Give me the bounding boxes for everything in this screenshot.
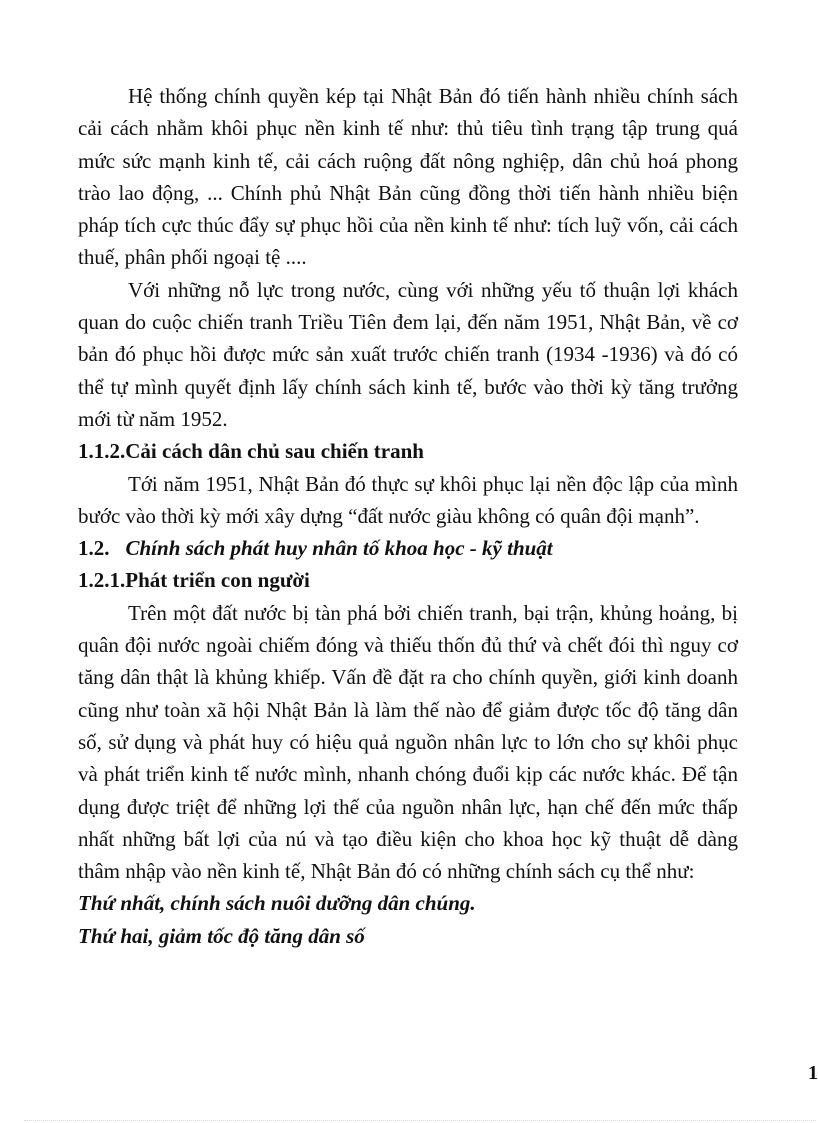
paragraph-recovery: Với những nỗ lực trong nước, cùng với những yếu tố thuận lợi khách quan do cuộc chiến tranh Triều Tiên đem lại, đến năm 1951, Nhật Bản, về cơ bản đó phục hồi được mức sản xuất trước chiến tranh (1934 -1936) và đó có thể tự mình quyết định lấy chính sách kinh tế, bước vào thời kỳ tăng trưởng mới từ năm 1952. xyxy=(78,277,738,431)
emphasis-second: Thứ hai, giảm tốc độ tăng dân số xyxy=(78,923,365,948)
paragraph-policies: Hệ thống chính quyền kép tại Nhật Bản đó tiến hành nhiều chính sách cải cách nhằm khôi phục nền kinh tế như: thủ tiêu tình trạng tập trung quá mức sức mạnh kinh tế, cải cách ruộng đất nông nghiệp, dân chủ hoá phong trào lao động, ... Chính phủ Nhật Bản cũng đồng thời tiến hành nhiều biện pháp tích cực thúc đẩy sự phục hồi của nền kinh tế như: tích luỹ vốn, cải cách thuế, phân phối ngoại tệ .... xyxy=(78,84,738,270)
page-number: 1 xyxy=(808,1062,818,1084)
document-page xyxy=(78,80,738,952)
emphasis-first: Thứ nhất, chính sách nuôi dưỡng dân chúng. xyxy=(78,891,476,916)
footer-divider xyxy=(24,1120,816,1121)
heading-democratic-reform: 1.1.2.Cải cách dân chủ sau chiến tranh xyxy=(78,439,424,464)
heading-number: 1.2. xyxy=(78,536,110,561)
heading-science-policy-text: Chính sách phát huy nhân tố khoa học - kỹ thuật xyxy=(125,536,553,561)
paragraph-population: Trên một đất nước bị tàn phá bởi chiến tranh, bại trận, khủng hoảng, bị quân đội nước ngoài chiếm đóng và thiếu thốn đủ thứ và chết đói thì nguy cơ tăng dân thật là khủng khiếp. Vấn đề đặt ra cho chính quyền, giới kinh doanh cũng như toàn xã hội Nhật Bản là làm thế nào để giảm được tốc độ tăng dân số, sử dụng và phát huy có hiệu quả nguồn nhân lực to lớn cho sự khôi phục và phát triển kinh tế nước mình, nhanh chóng đuổi kịp các nước khác. Để tận dụng được triệt để những lợi thế của nguồn nhân lực, hạn chế đến mức thấp nhất những bất lợi của nú và tạo điều kiện cho khoa học kỹ thuật dễ dàng thâm nhập vào nền kinh tế, Nhật Bản đó có những chính sách cụ thể như: xyxy=(78,600,738,884)
heading-science-policy xyxy=(78,532,738,564)
heading-human-development: 1.2.1.Phát triển con người xyxy=(78,568,310,593)
paragraph-independence: Tới năm 1951, Nhật Bản đó thực sự khôi phục lại nền độc lập của mình bước vào thời kỳ mới xây dựng “đất nước giàu không có quân đội mạnh”. xyxy=(78,471,738,528)
